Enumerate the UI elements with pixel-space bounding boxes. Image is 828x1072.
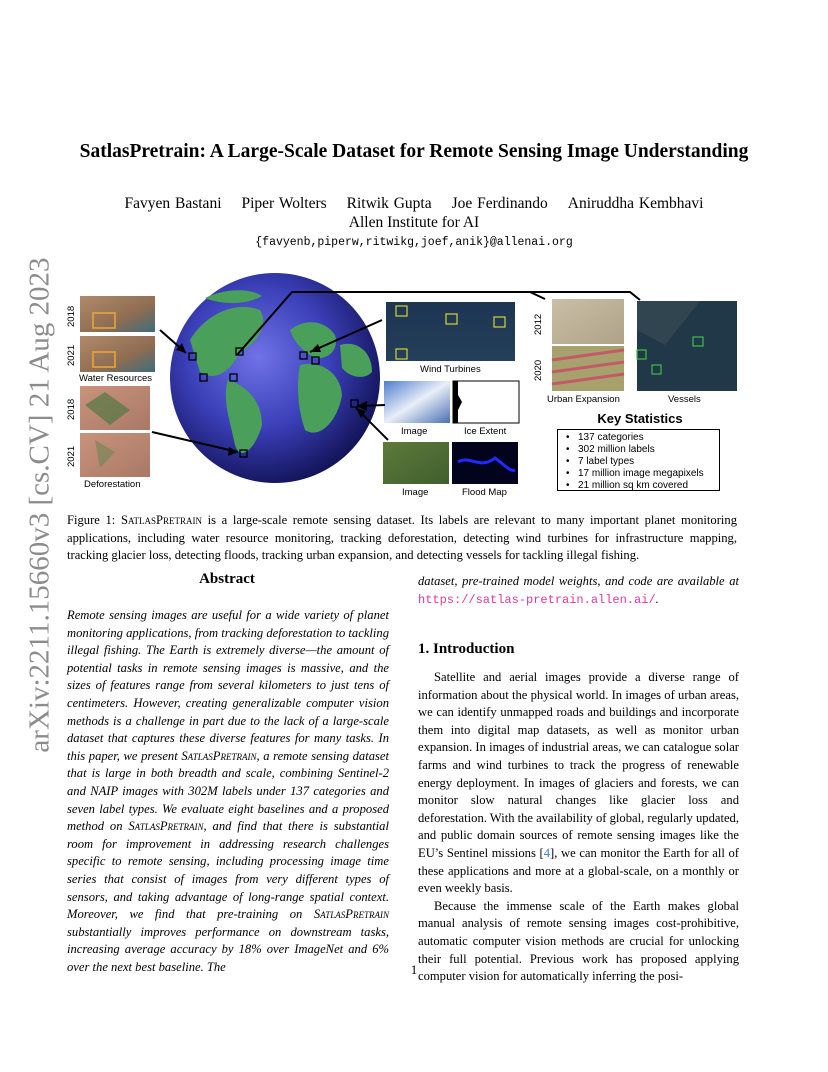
abstract-continuation xyxy=(418,573,739,609)
globe xyxy=(170,273,380,483)
label-water-resources: Water Resources xyxy=(79,373,153,384)
label-image-flood: Image xyxy=(402,487,429,498)
author: Aniruddha Kembhavi xyxy=(567,195,704,212)
page-number: 1 xyxy=(410,962,418,977)
key-stat-item: • 17 million image megapixels xyxy=(578,468,719,480)
dataset-name: SatlasPretrain xyxy=(313,907,389,922)
caption-prefix: Figure 1: xyxy=(67,513,121,527)
label-wind-turbines: Wind Turbines xyxy=(420,364,481,375)
author: Favyen Bastani xyxy=(124,195,222,212)
abstract-text: , a remote sensing dataset that is large in both breadth and scale, combining Sentinel-2 and NAIP images with 302M labels under 137 categories and seven label types. We evaluate eight baselines and a proposed method on xyxy=(67,748,389,834)
citation-link[interactable]: 4 xyxy=(543,845,550,860)
arxiv-stamp-text: arXiv:2211.15660v3 [cs.CV] 21 Aug 2023 xyxy=(23,257,56,753)
dataset-name: SatlasPretrain xyxy=(181,748,257,763)
figure-1 xyxy=(0,0,828,510)
label-flood-map: Flood Map xyxy=(462,487,507,498)
label-ice-extent: Ice Extent xyxy=(464,426,507,437)
abstract-text: Remote sensing images are useful for a wide variety of planet monitoring applications, from tracking deforestation to tackling illegal fishing. The Earth is extremely diverse—the amount of potential tasks in remote sensing images is massive, and the sizes of features range from several kilometers to just tens of centimeters. However, creating generalizable computer vision methods is a challenge in part due to the lack of a large-scale dataset that captures these diverse features for many tasks. In this paper, we present xyxy=(67,608,389,763)
key-stat-item: • 7 label types xyxy=(578,456,719,468)
year-label: 2012 xyxy=(533,313,544,335)
year-label: 2018 xyxy=(66,398,77,420)
year-label: 2020 xyxy=(533,359,544,381)
caption-text: is a large-scale remote sensing dataset. Its labels are relevant to many important planet monitoring applications, including water resource monitoring, tracking deforestation, detecting wind turbines for infrastructure mapping, tracking glacier loss, detecting floods, tracking urban expansion, and detecting vessels for tackling illegal fishing. xyxy=(67,513,737,563)
abstract-heading: Abstract xyxy=(199,571,255,587)
introduction-body xyxy=(418,669,739,986)
author: Ritwik Gupta xyxy=(346,195,432,212)
label-image-glacier: Image xyxy=(401,426,428,437)
author: Piper Wolters xyxy=(241,195,327,212)
abstract-text: substantially improves performance on downstream tasks, increasing average accuracy by 18% over ImageNet and 6% over the next best baseline. The xyxy=(67,924,389,974)
year-label: 2021 xyxy=(66,445,77,467)
label-urban-expansion: Urban Expansion xyxy=(547,394,620,405)
abstract-text: dataset, pre-trained model weights, and code are available at xyxy=(418,574,739,588)
intro-text: ], we can monitor the Earth for all of these applications and more at a global-scale, on a monthly or even weekly basis. xyxy=(418,845,739,896)
project-url-link[interactable]: https://satlas-pretrain.allen.ai/ xyxy=(418,592,656,607)
author: Joe Ferdinando xyxy=(451,195,548,212)
key-statistics-title: Key Statistics xyxy=(597,411,683,426)
dataset-name: SatlasPretrain xyxy=(128,819,204,834)
year-label: 2018 xyxy=(66,305,77,327)
intro-paragraph xyxy=(418,669,739,898)
author-emails: {favyenb,piperw,ritwikg,joef,anik}@allenai.org xyxy=(255,236,573,249)
label-deforestation: Deforestation xyxy=(84,479,141,490)
figure-caption xyxy=(67,512,737,565)
introduction-heading: 1. Introduction xyxy=(418,641,515,657)
dataset-name: SatlasPretrain xyxy=(120,513,202,527)
key-stat-item: • 137 categories xyxy=(578,432,719,444)
key-stat-item: • 21 million sq km covered xyxy=(578,480,719,492)
affiliation: Allen Institute for AI xyxy=(348,214,480,231)
abstract-body xyxy=(67,607,389,976)
abstract-text: . xyxy=(655,591,659,606)
year-label: 2021 xyxy=(66,344,77,366)
paper-title: SatlasPretrain: A Large-Scale Dataset for Remote Sensing Image Understanding xyxy=(79,141,749,162)
intro-paragraph: Because the immense scale of the Earth makes global manual analysis of remote sensing images cost-prohibitive, automatic computer vision methods are crucial for unlocking their full potential. Previous work has proposed applying computer vision for automatically inferring the posi- xyxy=(418,898,739,984)
abstract-text: , and find that there is substantial room for improvement in addressing research challenges specific to remote sensing, including processing image time series that consist of images from very different types of sensors, and taking advantage of long-range spatial context. Moreover, we find that pre-training on xyxy=(67,819,389,922)
key-stat-item: • 302 million labels xyxy=(578,444,719,456)
label-vessels: Vessels xyxy=(668,394,701,405)
key-statistics-box xyxy=(557,429,720,491)
intro-text: Satellite and aerial images provide a diverse range of information about the physical world. In images of urban areas, we can identify unmapped roads and buildings and incorporate them into digital map datasets, as well as monitor urban expansion. In images of industrial areas, we can catalogue solar farms and wind turbines to track the progress of renewable energy deployment. In images of glaciers and forests, we can monitor slow natural changes like glacier loss and deforestation. With the availability of global, regularly updated, and public domain sources of remote sensing images like the EU’s Sentinel missions [ xyxy=(418,670,740,860)
